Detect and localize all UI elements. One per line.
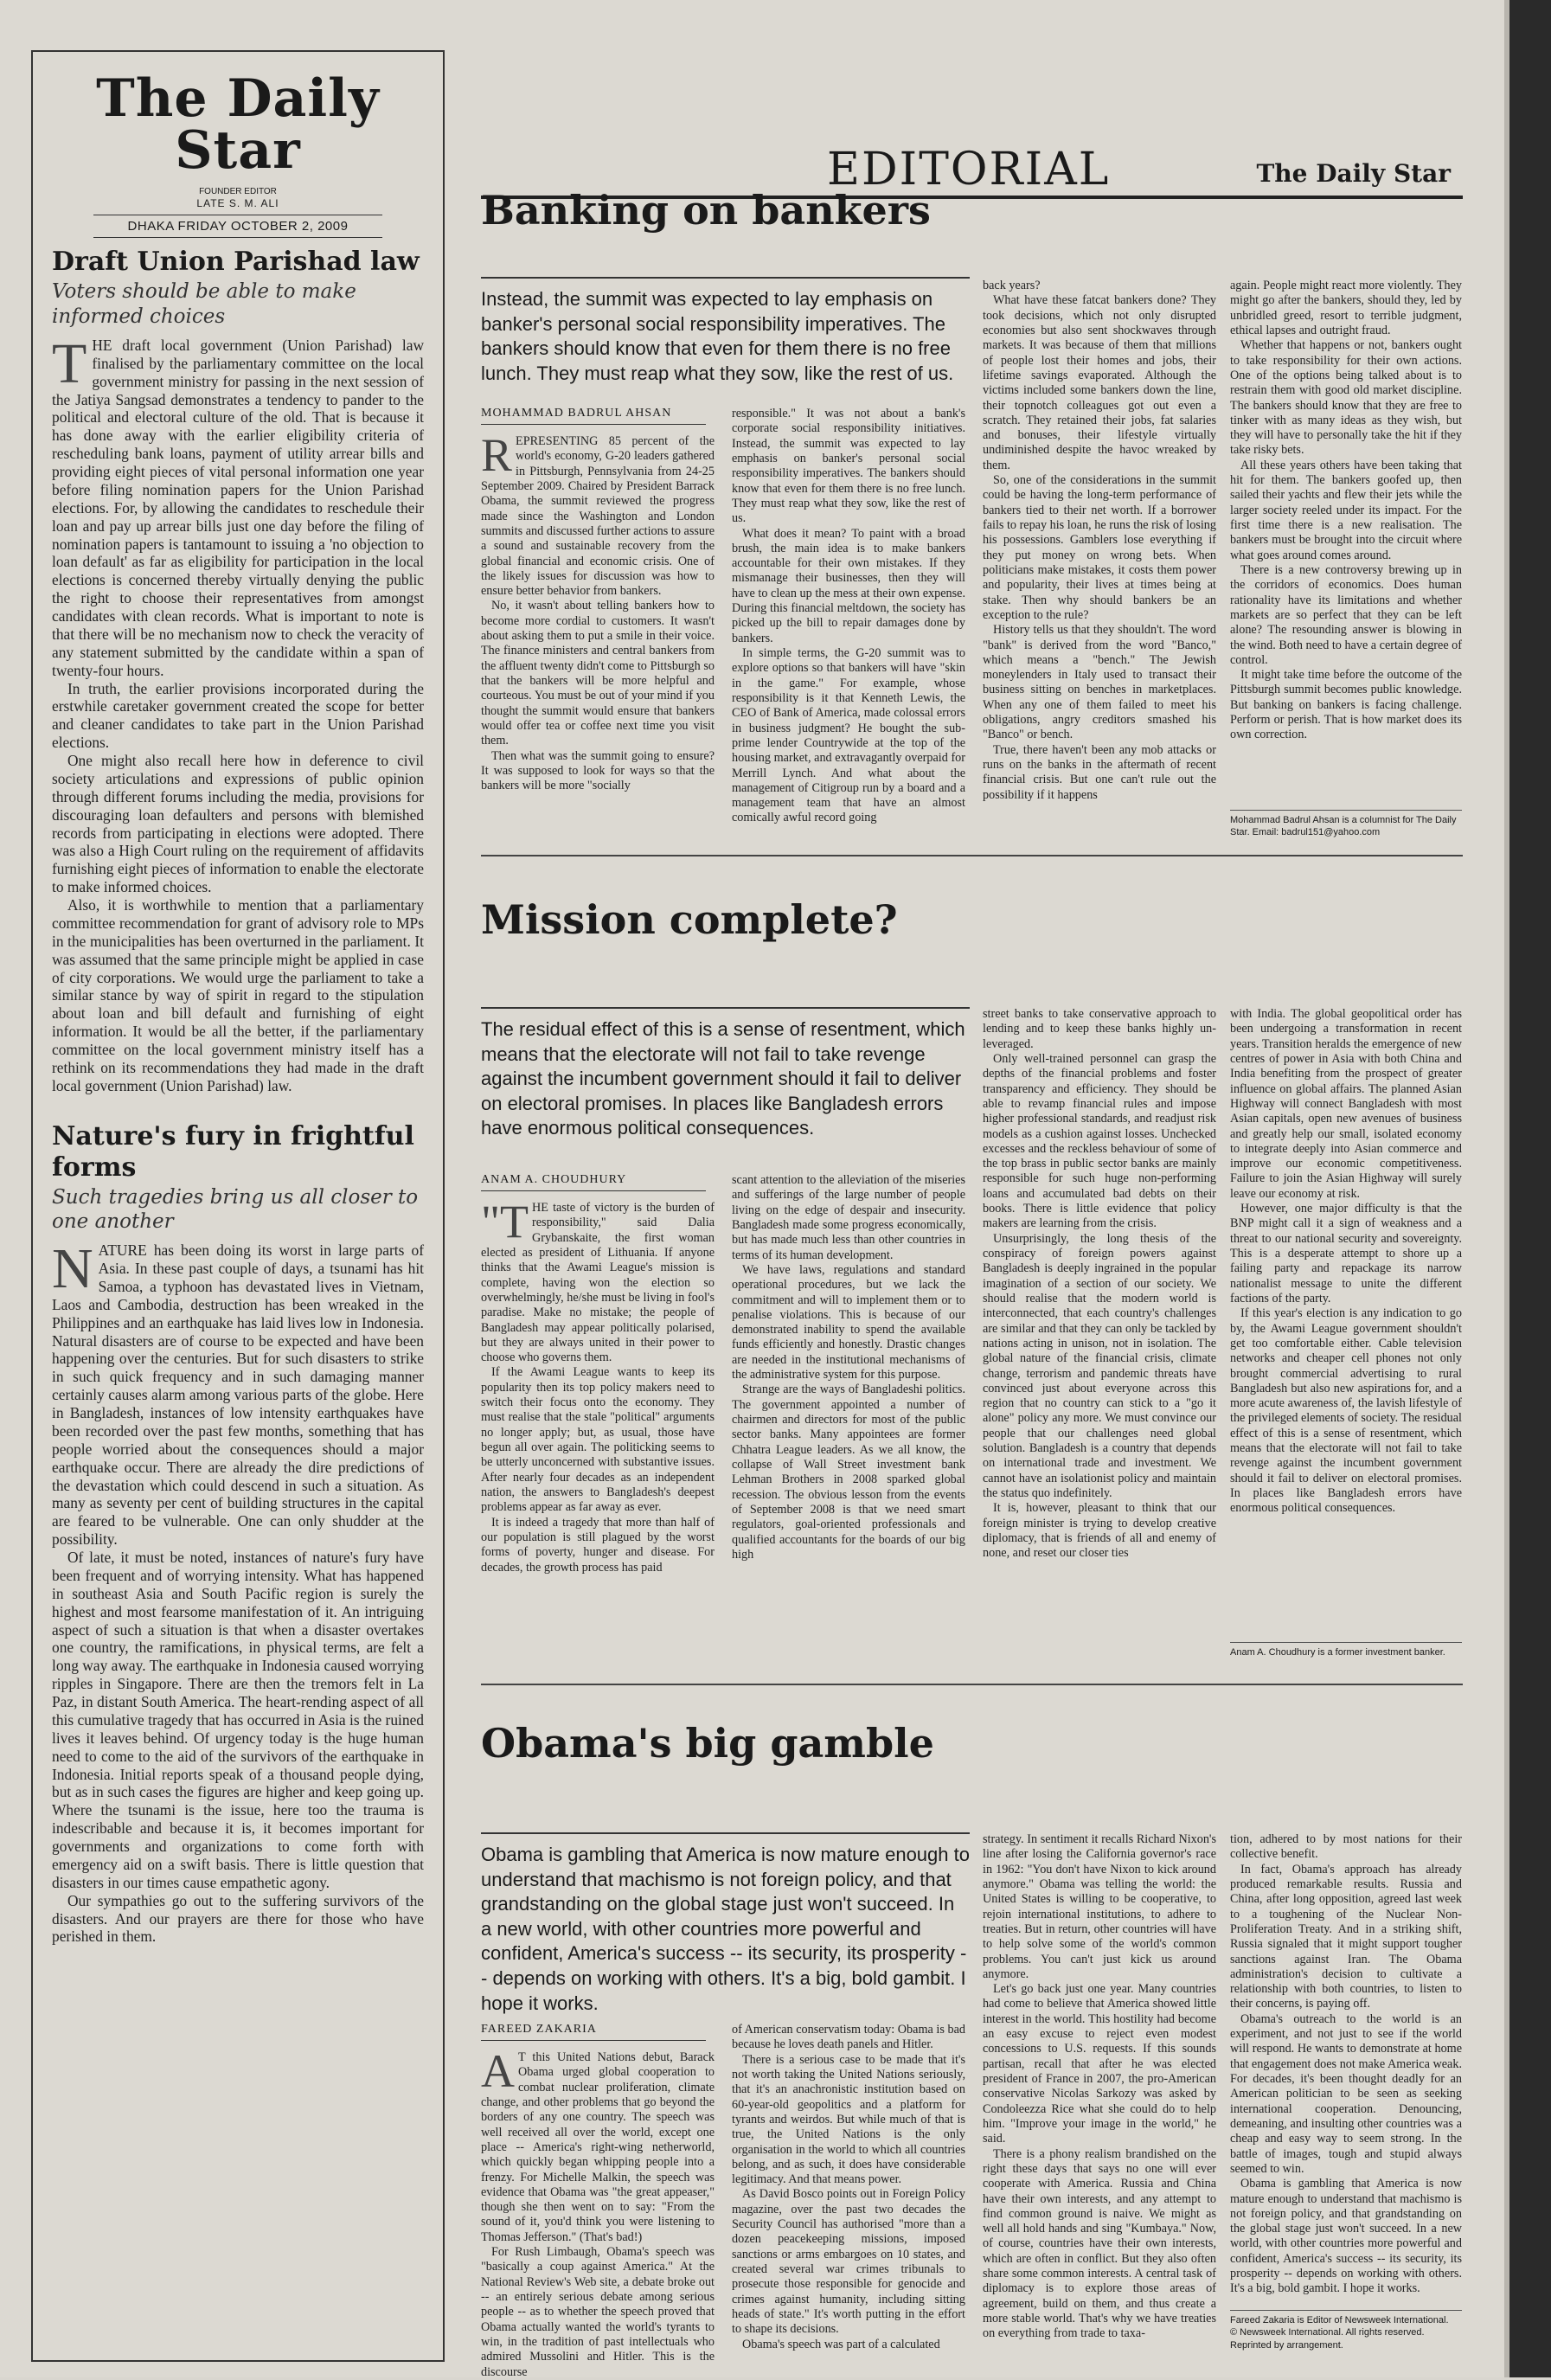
paragraph: What have these fatcat bankers done? They took decisions, which not only disrupted economies but also sent shockwaves through markets. It was because of them that millions of people lost their homes and jobs, their lifetime savings evaporated. Although the victims included some bankers down the line, their topnotch colleagues got out even a scratch. They retained their jobs, fat salaries and bonuses, their lifestyle virtually undiminished despite the havoc wreaked by them. — [983, 293, 1216, 472]
paragraph: There is a serious case to be made that it's not worth taking the United Nations seriously, that it's an anachronistic institution based on 60-year-old geopolitics and a platform for tyrants and weirdos. But while much of that is true, the United Nations is the only organisation in the world to which all countries belong, and as such, it does have considerable legitimacy. And that means power. — [732, 2052, 965, 2187]
article-body — [52, 1237, 424, 1946]
founder-label: FOUNDER EDITOR — [199, 187, 277, 196]
paragraph: Let's go back just one year. Many countries had come to believe that America showed little interest in the world. This hostility had become an easy excuse to reject even modest concessions to U.S. requests. If this sounds partisan, recall that after he was elected president of France in 2007, the pro-American conservative Nicolas Sarkozy was asked by Condoleezza Rice what she could do to help him. "Improve your image in the world," he said. — [983, 1982, 1216, 2146]
editorial-area — [481, 50, 1476, 2379]
paragraph: HE taste of victory is the burden of responsibility," said Dalia Grybanskaite, the first woman elected as president of Lithuania. If anyone thinks that the Awami League's mission is complete, having won the election so overwhelmingly, he/she must be living in fool's paradise. Make no mistake; the people of Bangladesh may appear politically polarised, but they are always united in their power to choose who governs them. — [481, 1201, 715, 1365]
paragraph: However, one major difficulty is that the BNP might call it a sign of weakness and a threat to our national security and sovereignty. This is a desperate attempt to shore up a failing party and repackage its narrow nationalist message to unite the different factions of the party. — [1230, 1202, 1462, 1305]
article-title: Mission complete? — [481, 896, 898, 943]
paragraph: One might also recall here how in deference to civil society articulations and expressions of public opinion through different forums including the media, provisions for discouraging loan defaulters and persons with blemished records from participating in elections were adopted. There was also a High Court ruling on the requirement of affidavits furnishing eight pieces of information to enable the electorate to make informed choices. — [52, 752, 424, 896]
article-subtitle: Such tragedies bring us all closer to one another — [52, 1185, 419, 1234]
article-title: Nature's fury in frightful forms — [52, 1120, 414, 1183]
paragraph: Then what was the summit going to ensure? It was supposed to look for ways so that the bankers will be more "socially — [481, 748, 715, 793]
paragraph: responsible." It was not about a bank's corporate social responsibility initiatives. Instead, the summit was expected to lay emphasis on banker's personal social responsibility imperatives. The bankers should know that even for them there is no free lunch. They must reap what they sow, like the rest of us. — [732, 407, 965, 526]
pull-quote: The residual effect of this is a sense of resentment, which means that the electorate will not fail to take revenge against the incumbent government should it fail to deliver on electoral promises. In places like Bangladesh errors have enormous political consequences. — [481, 1007, 970, 1141]
section-title: EDITORIAL — [827, 144, 1111, 196]
drop-cap: R — [481, 429, 513, 481]
article-column — [1230, 279, 1462, 806]
paragraph: Of late, it must be noted, instances of nature's fury have been frequent and of worrying intensity. What has happened in southeast Asia and South Pacific region is surely the highest and most fearsome manifestation of it. An intriguing aspect of such a situation is that when a disaster overtakes one country, the ramifications, in physical terms, are felt a long way away. The earthquake in Indonesia caused worrying ripples in Singapore. There are then the tremors felt in La Paz, in distant South America. The heart-rending aspect of all this cumulative tragedy that has occurred in Asia is the ruined lives it leaves behind. Of urgency today is the huge human need to come to the aid of the survivors of the earthquake in Indonesia. Initial reports speak of a thousand people dying, but as in such cases the figures are higher and keep going up. Where the tsunami is the issue, here too the trauma is indescribable and because it is, it becomes important for governments and organizations to come forth with emergency aid on a swift basis. There is little question that disasters in our times cause empathetic agony. — [52, 1549, 424, 1891]
drop-cap: "T — [481, 1196, 529, 1248]
paragraph: tion, adhered to by most nations for their collective benefit. — [1230, 1832, 1462, 1862]
article-column — [481, 2045, 715, 2379]
paragraph: with India. The global geopolitical order has been undergoing a transformation in recent years. Transition heralds the emergence of new centres of power in Asia with both China and India benefiting from the prospect of greater influence on global affairs. The planned Asian Highway will connect Bangladesh with most Asian capitals, open new avenues of business and greatly help our small, isolated economy to integrate deeply into Asian commerce and improve our economic competitiveness. Failure to join the Asian Highway will surely leave our economy at risk. — [1230, 1007, 1462, 1201]
paragraph: It is indeed a tragedy that more than half of our population is still plagued by the worst forms of poverty, hunger and disease. For decades, the growth process has paid — [481, 1515, 715, 1575]
paragraph: Our sympathies go out to the suffering survivors of the disasters. And our prayers are there for those who have perished in them. — [52, 1891, 424, 1946]
article-column — [1230, 1832, 1462, 2305]
paragraph: EPRESENTING 85 percent of the world's economy, G-20 leaders gathered in Pittsburgh, Pennsylvania from 24-25 September 2009. Chaired by President Barrack Obama, the summit reviewed the progress made since the Washington and London summits and discussed further actions to assure a sound and sustainable recovery from the global financial and economic crisis. One of the likely issues for discussion was how to ensure better behavior from bankers. — [481, 434, 715, 599]
paragraph: It might take time before the outcome of the Pittsburgh summit becomes public knowledge. But banking on bankers is facing challenge. Perform or perish. That is how market does its own correction. — [1230, 668, 1462, 742]
article-separator — [481, 1684, 1463, 1685]
paragraph: Only well-trained personnel can grasp the depths of the financial problems and foster transparency and efficiency. They should be able to revamp financial rules and impose higher professional standards, and readjust risk models as a cushion against losses. Unchecked excesses and the reckless behaviour of some of the top brass in public sector banks are mainly responsible for such huge non-performing loans and accumulated bad debts on their books. There is little evidence that policy makers are learning from the crisis. — [983, 1051, 1216, 1231]
paragraph: No, it wasn't about telling bankers how to become more cordial to customers. It wasn't about asking them to put a smile in their voice. The finance ministers and central bankers from the affluent twenty didn't come to Pittsburgh so that the bankers will be more helpful and courteous. You must be out of your mind if you thought the summit would ensure that bankers would offer tea or coffee next time you visit them. — [481, 599, 715, 748]
article-body — [52, 331, 424, 1095]
article-title: Banking on bankers — [481, 187, 931, 234]
article-column — [481, 1196, 715, 1668]
paragraph: In fact, Obama's approach has already produced remarkable results. Russia and China, after long opposition, agreed last week to a toughening of the Nuclear Non-Proliferation Treaty. And in a striking shift, Russia signaled that it might support tougher sanctions against Iran. The Obama administration's decision to cultivate a relationship with both countries, to listen to their concerns, is paying off. — [1230, 1862, 1462, 2011]
byline: MOHAMMAD BADRUL AHSAN — [481, 407, 706, 425]
article-column — [983, 279, 1216, 841]
pull-quote: Obama is gambling that America is now mature enough to understand that machismo is not foreign policy, and that grandstanding on the global stage just won't succeed. In a new world, with other countries more powerful and confident, America's success -- its security, its prosperity -- depends on working with others. It's a big, bold gambit. I hope it works. — [481, 1832, 970, 2016]
paragraph: History tells us that they shouldn't. The word "bank" is derived from the word "Banco," which means a "bench." The Jewish moneylenders in Italy used to transact their business sitting on benches in marketplaces. When any one of them failed to meet his obligations, angry creditors smashed his "Banco" or bench. — [983, 623, 1216, 742]
paragraph: strategy. In sentiment it recalls Richard Nixon's line after losing the California governor's race in 1962: "You don't have Nixon to kick around anymore." Obama was telling the world: the United States is willing to be cooperative, to rejoin international institutions, to adhere to treaties. But in return, other countries will have to help solve some of the world's common problems. You can't just kick us around anymore. — [983, 1832, 1216, 1981]
paragraph: As David Bosco points out in Foreign Policy magazine, over the past two decades the Security Council has authorised "more than a dozen peacekeeping missions, imposed sanctions or arms embargoes on 10 states, and created several war crimes tribunals to prosecute those responsible for genocide and crimes against humanity, including sitting heads of state." It's worth putting in the effort to shape its decisions. — [732, 2187, 965, 2337]
article-subtitle: Voters should be able to make informed choices — [52, 280, 356, 329]
founder-name: LATE S. M. ALI — [196, 197, 279, 209]
section-header — [481, 93, 1463, 197]
paragraph: So, one of the considerations in the summit could be having the long-term performance of bankers tied to their net worth. If a borrower fails to repay his loan, he runs the risk of losing his possessions. Gamblers lose everything if they put money on wrong bets. When politicians make mistakes, it costs them power and popularity, their lives at times being at stake. Then why should bankers be an exception to the rule? — [983, 473, 1216, 622]
paragraph: Obama's speech was part of a calculated — [742, 2337, 940, 2351]
paragraph: If the Awami League wants to keep its popularity then its top policy makers need to switch their focus onto the economy. They must realise that the stale "political" arguments no longer apply; but, as usual, those have begun all over again. The politicking seems to be utterly unconcerned with substantive issues. After nearly four decades as an independent nation, the answers to Bangladesh's deepest problems appear as far away as ever. — [481, 1365, 715, 1515]
paragraph: Also, it is worthwhile to mention that a parliamentary committee recommendation for grant of advisory role to MPs in the municipalities has been overturned in the parliament. It was assumed that the same principle might be applied in case of city corporations. We would urge the parliament to take a similar stance by way of spirit in regard to the stipulation about loan and bill default and furnishing of eight information. It would be all the better, if the parliamentary committee on the local government ministry itself has a rethink on its recommendations they had made in the draft local government (Union Parishad) law. — [52, 896, 424, 1094]
article-column — [1230, 1007, 1462, 1639]
paragraph: Obama is gambling that America is now mature enough to understand that machismo is not foreign policy, and that grandstanding on the global stage just won't succeed. In a new world, with other countries more powerful and confident, America's success -- its security, its prosperity -- depends on working with others. It's a big, bold gambit. I hope it works. — [1230, 2177, 1462, 2296]
paragraph: T this United Nations debut, Barack Obama urged global cooperation to combat nuclear proliferation, climate change, and other problems that go beyond the borders of any one country. The speech was well received all over the world, except one place -- America's right-wing netherworld, which quickly began whipping people into a frenzy. For Michelle Malkin, the speech was evidence that Obama was "the great appeaser," though she then went on to say: "From the sound of it, you'd think you were listening to Thomas Jefferson." (That's bad!) — [481, 2050, 715, 2244]
paragraph: street banks to take conservative approach to lending and to keep these banks highly un-leveraged. — [983, 1007, 1216, 1051]
dateline: DHAKA FRIDAY OCTOBER 2, 2009 — [93, 215, 382, 238]
paragraph: In simple terms, the G-20 summit was to explore options so that bankers will have "skin in the game." For example, whose responsibility is it that Kenneth Lewis, the CEO of Bank of America, made colossal errors in business judgment? He bought the sub-prime lender Countrywide at the top of the housing market, and extravagantly overpaid for Merrill Lynch. And what about the management of Citigroup run by a board and a management team that have an almost comically awful record going — [732, 646, 965, 825]
paragraph: Strange are the ways of Bangladeshi politics. The government appointed a number of chairmen and directors for most of the public sector banks. Many appointees are former Chhatra League leaders. As we all know, the collapse of Wall Street investment bank Lehman Brothers in 2008 sparked global recession. The obvious lesson from the events of September 2008 is that we need smart regulators, goal-oriented professionals and qualified accountants for the boards of our big high — [732, 1382, 965, 1562]
paragraph: again. People might react more violently. They might go after the bankers, should they, led by unbridled greed, resort to terrible judgment, ethical lapses and outright fraud. — [1230, 279, 1462, 337]
article-column — [732, 2023, 965, 2353]
paragraph: All these years others have been taking that hit for them. The bankers goofed up, then sailed their yachts and flew their jets while the larger society reeled under its impact. For the first time there is a new realisation. The bankers must be brought into the circuit where what goes around comes around. — [1230, 458, 1462, 562]
article-column — [481, 429, 715, 841]
author-note: Mohammad Badrul Ahsan is a columnist for The Daily Star. Email: badrul151@yahoo.com — [1230, 810, 1462, 839]
copyright-note: © Newsweek International. All rights reserved. Reprinted by arrangement. — [1230, 2327, 1425, 2351]
paragraph: We have laws, regulations and standard operational procedures, but we lack the commitment and will to implement them or to penalise violations. This is because of our demonstrated inability to spend the available funds efficiently and honestly. Drastic changes are needed in the institutional mechanisms of the administrative system for this purpose. — [732, 1262, 965, 1382]
paragraph: In truth, the earlier provisions incorporated during the erstwhile caretaker government created the scope for better and cleaner candidates to take part in the Union Parishad elections. — [52, 679, 424, 752]
paragraph: back years? — [983, 279, 1041, 292]
pull-quote: Instead, the summit was expected to lay emphasis on banker's personal social responsibility imperatives. The bankers should know that even for them there is no free lunch. They must reap what they sow, like the rest of us. — [481, 277, 970, 386]
paragraph: There is a new controversy brewing up in the corridors of economics. Does human rationality have its limitations and whether markets are so perfect that they can be left alone? The resounding answer is blowing in the wind. Both need to have a certain degree of control. — [1230, 562, 1462, 667]
founder-credit — [52, 187, 424, 209]
article-title: Draft Union Parishad law — [52, 247, 420, 278]
author-note-text: Fareed Zakaria is Editor of Newsweek International. — [1230, 2315, 1449, 2325]
paragraph: Unsurprisingly, the long thesis of the conspiracy of foreign powers against Bangladesh is deeply ingrained in the popular imagination of a section of our society. We should realise that the modern world is interconnected, that each country's challenges are similar and that they can only be tackled by nations acting in unison, not in isolation. The global nature of the financial crisis, climate change, terrorism and pandemic threats have convinced just about everyone across this region that no country can stick to a "go it alone" policy any more. We must convince our people that our challenges need global solution. Bangladesh is a country that depends on international trade and investment. We cannot have an isolationist policy and maintain the status quo indefinitely. — [983, 1231, 1216, 1500]
author-note — [1230, 2310, 1462, 2351]
scan-edge — [1509, 0, 1551, 2377]
paragraph: of American conservatism today: Obama is bad because he loves death panels and Hitler. — [732, 2023, 965, 2052]
article-title: Obama's big gamble — [481, 1720, 934, 1767]
paragraph: Whether that happens or not, bankers ought to take responsibility for their own actions. One of the options being talked about is to restrain them with good old market discipline. The bankers should know that they are free to tinker with as many ideas as they wish, but they will have to personally take the hit if they take risky bets. — [1230, 338, 1462, 458]
paragraph: For Rush Limbaugh, Obama's speech was "basically a coup against America." At the National Review's Web site, a debate broke out -- an entirely serious debate among serious people -- as to whether the speech proved that Obama actually wanted the world's tyrants to win, in the tradition of past intellectuals who admired Mussolini and Hitler. This is the discourse — [481, 2245, 715, 2379]
paragraph: scant attention to the alleviation of the miseries and sufferings of the large number of people living on the edge of despair and insecurity. Bangladesh made some progress economically, but has made much less than other countries in terms of its human development. — [732, 1173, 965, 1262]
paragraph: What does it mean? To paint with a broad brush, the main idea is to make bankers accountable for their own mistakes. If they mismanage their businesses, then they will have to clean up the mess at their own expense. During this financial meltdown, the society has picked up the bill to repair damages done by bankers. — [732, 526, 965, 645]
byline: ANAM A. CHOUDHURY — [481, 1173, 706, 1191]
drop-cap: A — [481, 2045, 515, 2097]
article-column — [732, 407, 965, 841]
left-column — [31, 50, 445, 2362]
paragraph: There is a phony realism brandished on the right these days that says no one will ever cooperate with America. Russia and China have their own interests, and any attempt to find common ground is naive. We might as well all hold hands and sing "Kumbaya." Now, of course, countries have their own interests, which are often in conflict. But they also often share some common interests. A central task of diplomacy is to explore those areas of agreement, build on them, and thus create a more stable world. That's why we have treaties on everything from trade to taxa- — [983, 2146, 1216, 2341]
paragraph: If this year's election is any indication to go by, the Awami League government shouldn't get too comfortable either. Cable television networks and cheaper cell phones not only brought commercial advertising to rural Bangladesh but also new aspirations for, and a more acute awareness of, the lavish lifestyle of the privileged elements of society. The residual effect of this is a sense of resentment, which means that the electorate will not fail to take revenge against the incumbent government should it fail to deliver on electoral promises. In places like Bangladesh errors have enormous political consequences. — [1230, 1306, 1462, 1516]
paragraph: Obama's outreach to the world is an experiment, and not just to see if the world will respond. He wants to demonstrate at home that engagement does not make America weak. For decades, it's been thought deadly for an American politician to be seen as seeking international cooperation. Denouncing, demeaning, and insulting other countries was a cheap and easy way to seem strong. In the battle of images, tough and stupid always seemed to win. — [1230, 2011, 1462, 2176]
article-column — [983, 1832, 1216, 2353]
article-column — [732, 1173, 965, 1668]
drop-cap: N — [52, 1237, 93, 1301]
author-note: Anam A. Choudhury is a former investment banker. — [1230, 1642, 1462, 1658]
paragraph: True, there haven't been any mob attacks or runs on the banks in the aftermath of recent financial crisis. But one can't rule out the possibility if it happens — [983, 742, 1216, 802]
drop-cap: T — [52, 331, 87, 395]
paragraph: It is, however, pleasant to think that our foreign minister is trying to develop creative diplomacy, that is friends of all and enemy of none, and reset our closer ties — [983, 1501, 1216, 1561]
byline: FAREED ZAKARIA — [481, 2023, 706, 2041]
paragraph: ATURE has been doing its worst in large parts of Asia. In these past couple of days, a tsunami has hit Samoa, a typhoon has devastated lives in Vietnam, Laos and Cambodia, destruction has been wreaked in the Philippines and an earthquake has laid lives low in Indonesia. Natural disasters are of course to be expected and have been happening over the centuries. But for such disasters to strike in such quick frequency and in such damaging manner certainly causes alarm among various parts of the globe. Here in Bangladesh, instances of low intensity earthquakes have been recorded over the past few months, something that has people worried about the consequences should a major earthquake occur. There are already the dire predictions of the devastation which could descend in such a situation. As many as seventy per cent of building structures in the capital are feared to be vulnerable. One can only shudder at the possibility. — [52, 1241, 424, 1549]
masthead-logo: The Daily Star — [96, 68, 380, 181]
paragraph: HE draft local government (Union Parishad) law finalised by the parliamentary committee on the local government ministry for passing in the next session of the Jatiya Sangsad demonstrates a tendency to pander to the political and electoral culture of the old. That is because it has done away with the earlier eligibility criteria of rescheduling bank loans, payment of utility arrear bills and providing eight pieces of vital personal information one year before filing nomination papers for the Union Parishad elections. For, by allowing the candidates to reschedule their loan and pay up arrear bills just one day before the filing of nomination papers is tantamount to issuing a 'no objection to loan default' as far as eligibility for participation in the local elections is concerned thereby virtually denying the public the right to choose their representatives from amongst candidates with clean records. What is important to note is that there will be no mechanism now to check the veracity of any statement submitted by the candidate within a span of twenty-four hours. — [52, 336, 424, 679]
header-logo: The Daily Star — [1256, 159, 1451, 188]
article-column — [983, 1007, 1216, 1668]
article-separator — [481, 855, 1463, 856]
